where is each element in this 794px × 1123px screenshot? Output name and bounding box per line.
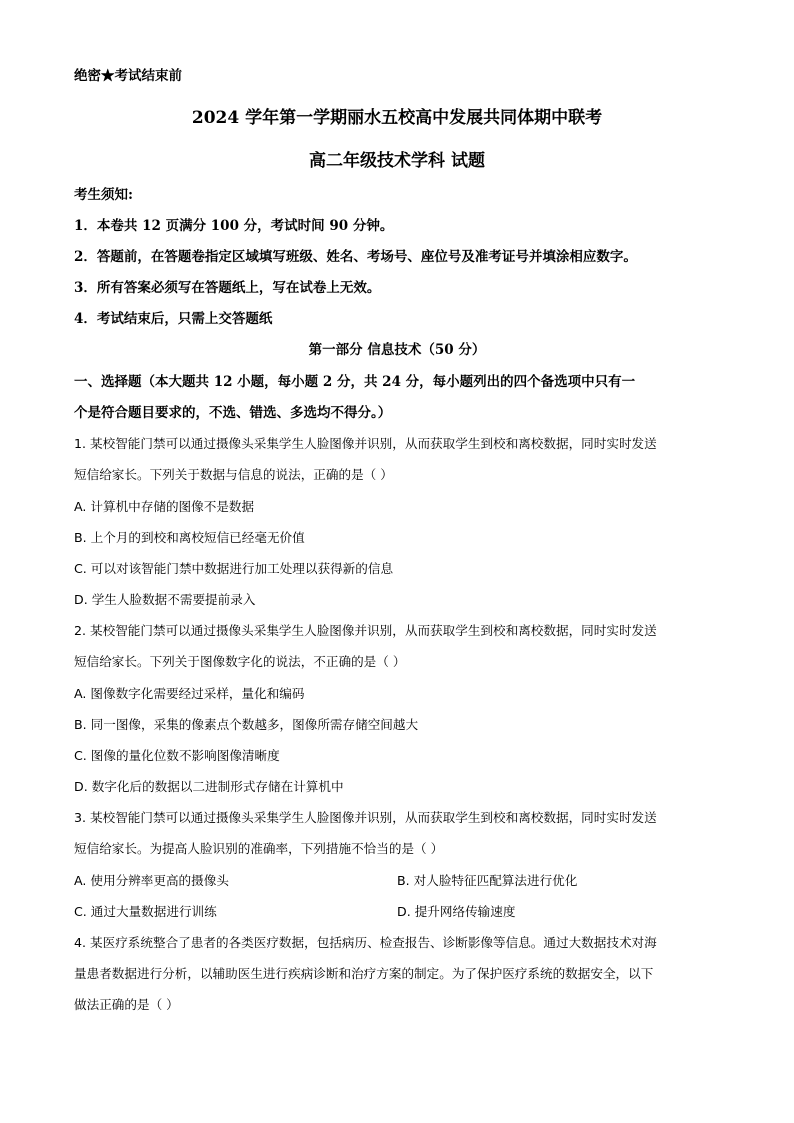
question-1-stem-cont: 短信给家长。下列关于数据与信息的说法，正确的是（ ） — [74, 467, 393, 482]
notice-heading: 考生须知: — [74, 187, 133, 203]
exam-subtitle: 高二年级技术学科 试题 — [309, 151, 485, 171]
question-2-option-a: A. 图像数字化需要经过采样，量化和编码 — [74, 686, 305, 701]
question-3-option-d: D. 提升网络传输速度 — [397, 904, 516, 919]
question-1-stem: 1. 某校智能门禁可以通过摄像头采集学生人脸图像并识别，从而获取学生到校和离校数据，同时实时发送 — [74, 436, 657, 451]
notice-item: 3．所有答案必须写在答题纸上，写在试卷上无效。 — [74, 280, 381, 296]
question-4-stem-cont: 量患者数据进行分析，以辅助医生进行疾病诊断和治疗方案的制定。为了保护医疗系统的数据安全，以下 — [74, 966, 654, 981]
notice-item: 2．答题前，在答题卷指定区域填写班级、姓名、考场号、座位号及准考证号并填涂相应数字。 — [74, 249, 637, 265]
question-3-stem: 3. 某校智能门禁可以通过摄像头采集学生人脸图像并识别，从而获取学生到校和离校数据，同时实时发送 — [74, 810, 657, 825]
question-1-option-b: B. 上个月的到校和离校短信已经毫无价值 — [74, 530, 305, 545]
question-2-stem-cont: 短信给家长。下列关于图像数字化的说法，不正确的是（ ） — [74, 654, 406, 669]
question-1-option-d: D. 学生人脸数据不需要提前录入 — [74, 592, 256, 607]
exam-title: 2024 学年第一学期丽水五校高中发展共同体期中联考 — [191, 108, 603, 128]
section-heading-line2: 个是符合题目要求的，不选、错选、多选均不得分。） — [74, 405, 392, 421]
question-2-option-d: D. 数字化后的数据以二进制形式存储在计算机中 — [74, 779, 344, 794]
notice-item: 1．本卷共 12 页满分 100 分，考试时间 90 分钟。 — [74, 218, 394, 234]
confidential-label: 绝密★考试结束前 — [74, 68, 182, 84]
question-2-stem: 2. 某校智能门禁可以通过摄像头采集学生人脸图像并识别，从而获取学生到校和离校数据，同时实时发送 — [74, 623, 657, 638]
question-3-option-a: A. 使用分辨率更高的摄像头 — [74, 873, 229, 888]
notice-item: 4．考试结束后，只需上交答题纸 — [74, 311, 273, 327]
question-4-stem-cont2: 做法正确的是（ ） — [74, 997, 179, 1012]
question-1-option-c: C. 可以对该智能门禁中数据进行加工处理以获得新的信息 — [74, 561, 394, 576]
question-2-option-c: C. 图像的量化位数不影响图像清晰度 — [74, 748, 280, 763]
section-heading-line1: 一、选择题（本大题共 12 小题，每小题 2 分，共 24 分，每小题列出的四个备选项中只有一 — [74, 374, 636, 390]
part-title: 第一部分 信息技术（50 分） — [308, 342, 486, 358]
question-2-option-b: B. 同一图像，采集的像素点个数越多，图像所需存储空间越大 — [74, 717, 419, 732]
question-3-stem-cont: 短信给家长。为提高人脸识别的准确率，下列措施不恰当的是（ ） — [74, 841, 444, 856]
question-1-option-a: A. 计算机中存储的图像不是数据 — [74, 499, 255, 514]
question-3-option-c: C. 通过大量数据进行训练 — [74, 904, 217, 919]
question-3-option-b: B. 对人脸特征匹配算法进行优化 — [397, 873, 578, 888]
question-4-stem: 4. 某医疗系统整合了患者的各类医疗数据，包括病历、检查报告、诊断影像等信息。通过大数据技术对海 — [74, 935, 657, 950]
